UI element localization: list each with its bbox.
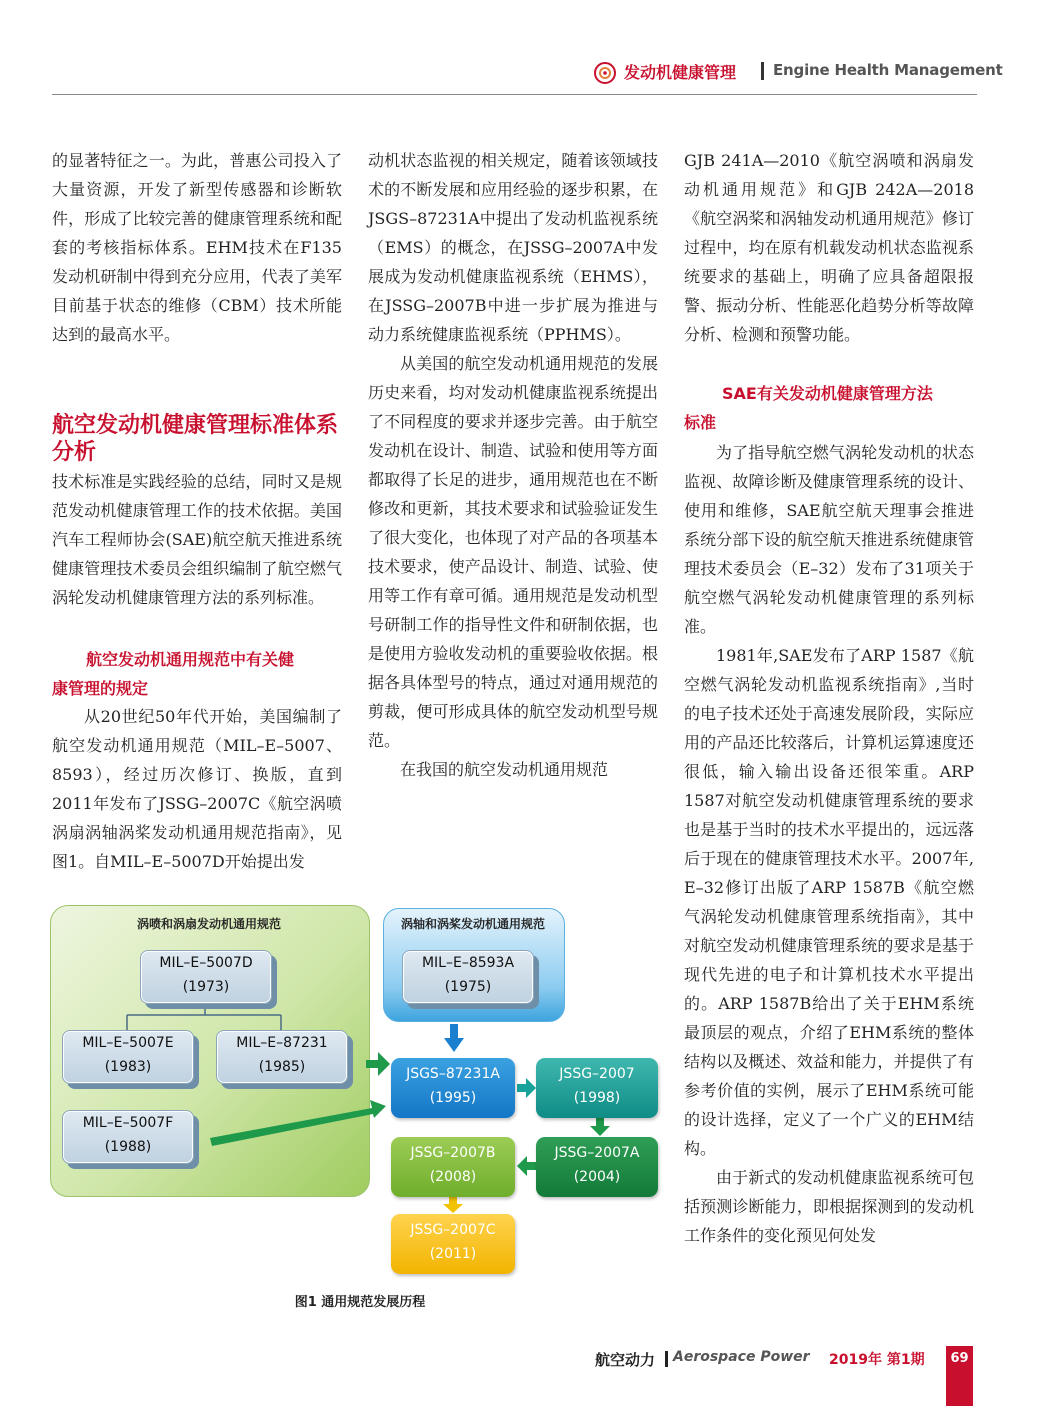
spec-name: MIL–E–5007E [82,1035,174,1051]
spec-box-jsgs-87231a [391,1058,515,1118]
figure-group-left-title: 涡喷和涡扇发动机通用规范 [136,917,281,931]
spec-box-mil-e-8593a [402,950,534,1004]
spec-name: MIL–E–8593A [421,955,515,971]
journal-logo-icon [594,62,616,84]
spec-name: JSSG–2007 [559,1066,635,1082]
paragraph: GJB 241A—2010《航空涡喷和涡扇发动机通用规范》和GJB 242A—2018《航空涡桨和涡轴发动机通用规范》修订过程中，均在原有机载发动机状态监视系统要求的基础上，明确了应具备超限报警、振动分析、性能恶化趋势分析等故障分析、检测和预警功能。 [684,151,974,344]
footer-issue: 2019年 第1期 [829,1352,925,1368]
paragraph: 由于新式的发动机健康监视系统可包括预测诊断能力，即根据探测到的发动机工作条件的变化预见何处发 [684,1168,974,1245]
spec-box-jssg-2007b [391,1137,515,1197]
subsection-heading-line-1: 航空发动机通用规范中有关健 [86,650,295,669]
spec-year: (1985) [258,1059,306,1075]
column-1-bottom [52,702,342,876]
spec-year: (2011) [429,1246,477,1262]
paragraph: 从20世纪50年代开始，美国编制了航空发动机通用规范（MIL–E–5007、8593），经过历次修订、换版，直到2011年发布了JSSG–2007C《航空涡喷涡扇涡轴涡桨发动机通用规范指南》，见图1。自MIL–E–5007D开始提出发 [52,707,342,871]
spec-name: MIL–E–5007D [159,955,253,971]
spec-year: (1973) [182,979,230,995]
header-divider [761,62,764,80]
header-section-en: Engine Health Management [773,61,1003,79]
figure-caption: 图1 通用规范发展历程 [294,1295,426,1310]
paragraph: 动机状态监视的相关规定，随着该领域技术的不断发展和应用经验的逐步积累，在JSGS–87231A中提出了发动机监视系统（EMS）的概念，在JSSG–2007A中发展成为发动机健康监视系统（EHMS），在JSSG–2007B中进一步扩展为推进与动力系统健康监视系统（PPHMS）。 [368,151,658,344]
subsection-heading-line-2: 康管理的规定 [52,679,149,698]
paragraph: 从美国的航空发动机通用规范的发展历史来看，均对发动机健康监视系统提出了不同程度的要求并逐步完善。由于航空发动机在设计、制造、试验和使用等方面都取得了长足的进步，通用规范也在不断修改和更新，其技术要求和试验验证发生了很大变化，也体现了对产品的各项基本技术要求，使产品设计、制造、试验、使用等工作有章可循。通用规范是发动机型号研制工作的指导性文件和研制依据，也是使用方验收发动机的重要验收依据。根据各具体型号的特点，通过对通用规范的剪裁，便可形成具体的航空发动机型号规范。 [368,354,658,750]
paragraph: 为了指导航空燃气涡轮发动机的状态监视、故障诊断及健康管理系统的设计、使用和维修，SAE航空航天理事会推进系统分部下设的航空航天推进系统健康管理技术委员会（E–32）发布了31项关于航空燃气涡轮发动机健康管理的系列标准。 [684,443,974,636]
figure-group-right-title: 涡轴和涡桨发动机通用规范 [400,917,545,931]
footer-journal-cn: 航空动力 [595,1351,656,1369]
subsection-heading-line-2: 标准 [684,413,717,432]
spec-year: (1988) [104,1139,152,1155]
column-1-top [52,146,342,349]
spec-box-jssg-2007a [536,1137,658,1197]
spec-name: MIL–E–5007F [82,1115,174,1131]
spec-name: JSGS–87231A [406,1066,500,1082]
spec-year: (1995) [429,1090,477,1106]
spec-box-jssg-2007 [536,1058,658,1118]
spec-box-mil-e-87231 [216,1030,348,1084]
spec-name: JSSG–2007B [410,1145,496,1161]
subsection-heading [684,379,974,437]
spec-year: (2004) [573,1169,621,1185]
column-3-top [684,146,974,349]
spec-box-mil-e-5007d [140,950,272,1004]
spec-year: (1975) [444,979,492,995]
spec-year: (1998) [573,1090,621,1106]
subsection-heading-line-1: SAE有关发动机健康管理方法 [722,384,933,403]
footer-divider [665,1351,668,1367]
column-1-mid [52,467,342,612]
header-rule [52,94,977,95]
subsection-heading [52,645,342,703]
paragraph: 在我国的航空发动机通用规范 [400,760,609,779]
column-3-bottom [684,438,974,1250]
spec-box-mil-e-5007f [62,1110,194,1164]
spec-year: (1983) [104,1059,152,1075]
column-2 [368,146,658,784]
spec-box-mil-e-5007e [62,1030,194,1084]
header-section-cn: 发动机健康管理 [624,63,737,82]
section-heading: 航空发动机健康管理标准体系分析 [52,413,339,465]
spec-year: (2008) [429,1169,477,1185]
spec-name: JSSG–2007A [554,1145,640,1161]
footer-journal-en: Aerospace Power [673,1349,810,1365]
paragraph: 技术标准是实践经验的总结，同时又是规范发动机健康管理工作的技术依据。美国汽车工程师协会(SAE)航空航天推进系统健康管理技术委员会组织编制了航空燃气涡轮发动机健康管理方法的系列标准。 [52,472,342,607]
spec-name: JSSG–2007C [410,1222,496,1238]
spec-box-jssg-2007c [391,1214,515,1274]
paragraph: 的显著特征之一。为此，普惠公司投入了大量资源，开发了新型传感器和诊断软件，形成了比较完善的健康管理系统和配套的考核指标体系。EHM技术在F135发动机研制中得到充分应用，代表了美军目前基于状态的维修（CBM）技术所能达到的最高水平。 [52,151,342,344]
paragraph: 1981年,SAE发布了ARP 1587《航空燃气涡轮发动机监视系统指南》,当时的电子技术还处于高速发展阶段，实际应用的产品还比较落后，计算机运算速度还很低，输入输出设备还很笨重。ARP 1587对航空发动机健康管理系统的要求也是基于当时的技术水平提出的，远远落后于现在的健康管理技术水平。2007年, E–32修订出版了ARP 1587B《航空燃气涡轮发动机健康管理系统指南》，其中对航空发动机健康管理系统的要求是基于现代先进的电子和计算机技术水平提出的。ARP 1587B给出了关于EHM系统最顶层的观点，介绍了EHM系统的整体结构以及概述、效益和能力，并提供了有参考价值的实例，展示了EHM系统可能的设计选择，定义了一个广义的EHM结构。 [684,646,974,1158]
spec-name: MIL–E–87231 [236,1035,328,1051]
page-number: 69 [946,1346,973,1406]
